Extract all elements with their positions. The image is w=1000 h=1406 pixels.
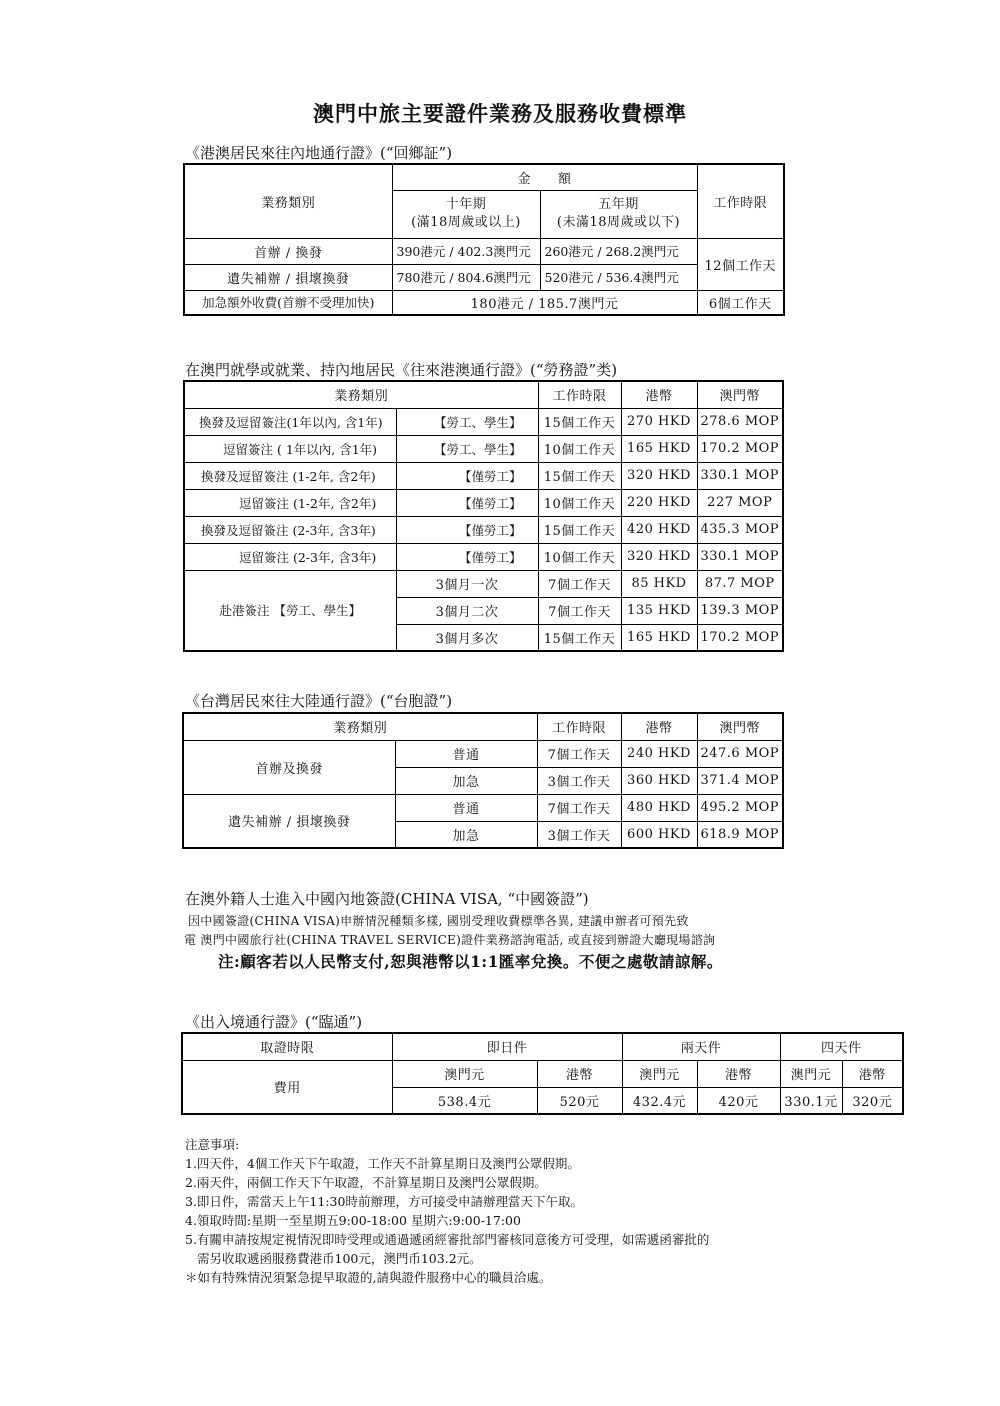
hk-sub: 3個月多次: [396, 624, 538, 651]
row-time: 3個工作天: [537, 767, 621, 794]
exit-entry-permit-table: [181, 1032, 904, 1115]
section4-heading: 在澳外籍人士進入中國內地簽證(CHINA VISA, “中國簽證”): [185, 890, 589, 908]
row-hkd: 165 HKD: [621, 435, 697, 462]
header-amount: 金 額: [392, 164, 697, 190]
row-mop: 618.9 MOP: [697, 821, 783, 848]
row-mop: 495.2 MOP: [697, 794, 783, 821]
hk-mop: 87.7 MOP: [697, 570, 783, 597]
same-hkd-value: 520元: [537, 1087, 622, 1114]
header-10-year: 十年期 (滿18周歲或以上): [392, 190, 540, 238]
row-type: 逗留簽注 ( 1年以內, 含1年): [184, 435, 396, 462]
visa-info-line1: 因中國簽證(CHINA VISA)申辦情況種類多樣, 國別受理收費標準各異, 建議申辦者可預先致: [188, 914, 689, 928]
group-type: 首辦及換發: [183, 740, 395, 794]
row-hkd: 480 HKD: [621, 794, 697, 821]
row-sub: 加急: [395, 767, 537, 794]
header-time: 工作時限: [538, 381, 621, 408]
work-time: 12個工作天: [697, 238, 784, 290]
row-hkd: 240 HKD: [621, 740, 697, 767]
header-time: 工作時限: [537, 713, 621, 740]
row-tag: 【僅勞工】: [396, 489, 538, 516]
note-item: ＊如有特殊情況須緊急提早取證的,請與證件服務中心的職員洽處。: [185, 1270, 552, 1285]
four-mop-value: 330.1元: [780, 1087, 842, 1114]
header-time: 工作時限: [697, 164, 784, 238]
notes-heading: 注意事項:: [185, 1137, 240, 1152]
visa-info-line2: 電 澳門中國旅行社(CHINA TRAVEL SERVICE)證件業務諮詢電話, 或直接到辦證大廳現場諮詢: [184, 933, 716, 947]
header-mop: 澳門幣: [697, 381, 783, 408]
row-sub: 加急: [395, 821, 537, 848]
section1-heading: 《港澳居民來往內地通行證》(“回鄉証”): [185, 144, 453, 162]
same-hkd-label: 港幣: [537, 1060, 622, 1087]
row-hkd: 270 HKD: [621, 408, 697, 435]
row-time: 10個工作天: [538, 435, 621, 462]
hk-mop: 139.3 MOP: [697, 597, 783, 624]
hk-sub: 3個月一次: [396, 570, 538, 597]
fee-5-year: 520港元 / 536.4澳門元: [540, 264, 697, 290]
row-type: 首辦 / 換發: [184, 238, 392, 264]
hk-mop: 170.2 MOP: [697, 624, 783, 651]
note-item: 5.有關申請按規定視情況即時受理或通過遞函經審批部門審核同意後方可受理，如需遞函審批的: [185, 1232, 710, 1247]
header-period: 取證時限: [182, 1033, 392, 1060]
hk-endorsement-type: 赴港簽注 【勞工、學生】: [184, 570, 396, 651]
note-item: 3.即日件，需當天上午11:30時前辦理，方可接受申請辦理當天下午取。: [185, 1194, 583, 1209]
row-mop: 371.4 MOP: [697, 767, 783, 794]
same-mop-value: 538.4元: [392, 1087, 537, 1114]
row-tag: 【僅勞工】: [396, 462, 538, 489]
row-tag: 【僅勞工】: [396, 516, 538, 543]
row-type: 換發及逗留簽注 (1-2年, 含2年): [184, 462, 396, 489]
urgent-type: 加急額外收費(首辦不受理加快): [184, 290, 392, 315]
rmb-payment-note: 注:顧客若以人民幣支付,恕與港幣以1:1匯率兌換。不便之處敬請諒解。: [218, 952, 723, 971]
header-5-year: 五年期 (未滿18周歲或以下): [540, 190, 697, 238]
row-mop: 435.3 MOP: [697, 516, 783, 543]
row-tag: 【勞工、學生】: [396, 435, 538, 462]
row-tag: 【勞工、學生】: [396, 408, 538, 435]
header-mop: 澳門幣: [697, 713, 783, 740]
four-mop-label: 澳門元: [780, 1060, 842, 1087]
row-hkd: 320 HKD: [621, 462, 697, 489]
row-type: 換發及逗留簽注 (2-3年, 含3年): [184, 516, 396, 543]
urgent-time: 6個工作天: [697, 290, 784, 315]
header-type: 業務類別: [183, 713, 537, 740]
hk-hkd: 165 HKD: [621, 624, 697, 651]
two-hkd-value: 420元: [697, 1087, 780, 1114]
row-time: 15個工作天: [538, 516, 621, 543]
header-fee: 費用: [182, 1060, 392, 1114]
note-item: 2.兩天件，兩個工作天下午取證，不計算星期日及澳門公眾假期。: [185, 1175, 547, 1190]
row-time: 7個工作天: [537, 740, 621, 767]
urgent-fee: 180港元 / 185.7澳門元: [392, 290, 697, 315]
section5-heading: 《出入境通行證》(“臨通”): [185, 1013, 363, 1031]
row-mop: 278.6 MOP: [697, 408, 783, 435]
hk-sub: 3個月二次: [396, 597, 538, 624]
home-return-permit-table: [183, 163, 785, 316]
section3-heading: 《台灣居民來往大陸通行證》(“台胞證”): [185, 692, 453, 710]
hk-time: 15個工作天: [538, 624, 621, 651]
row-mop: 170.2 MOP: [697, 435, 783, 462]
two-mop-value: 432.4元: [622, 1087, 697, 1114]
row-type: 逗留簽注 (2-3年, 含3年): [184, 543, 396, 570]
header-two-day: 兩天件: [622, 1033, 780, 1060]
notes-section: [185, 1135, 709, 1287]
fee-5-year: 260港元 / 268.2澳門元: [540, 238, 697, 264]
row-hkd: 360 HKD: [621, 767, 697, 794]
row-time: 7個工作天: [537, 794, 621, 821]
row-mop: 247.6 MOP: [697, 740, 783, 767]
row-hkd: 220 HKD: [621, 489, 697, 516]
section2-heading: 在澳門就學或就業、持內地居民《往來港澳通行證》(“勞務證”类): [185, 361, 618, 379]
row-type: 換發及逗留簽注(1年以內, 含1年): [184, 408, 396, 435]
two-hkd-label: 港幣: [697, 1060, 780, 1087]
row-type: 遺失補辦 / 損壞換發: [184, 264, 392, 290]
row-mop: 330.1 MOP: [697, 543, 783, 570]
row-type: 逗留簽注 (1-2年, 含2年): [184, 489, 396, 516]
row-sub: 普通: [395, 794, 537, 821]
four-hkd-label: 港幣: [842, 1060, 903, 1087]
row-hkd: 320 HKD: [621, 543, 697, 570]
fee-10-year: 390港元 / 402.3澳門元: [392, 238, 540, 264]
header-four-day: 四天件: [780, 1033, 903, 1060]
header-type: 業務類別: [184, 164, 392, 238]
fee-10-year: 780港元 / 804.6澳門元: [392, 264, 540, 290]
hk-hkd: 85 HKD: [621, 570, 697, 597]
row-tag: 【僅勞工】: [396, 543, 538, 570]
two-mop-label: 澳門元: [622, 1060, 697, 1087]
row-time: 10個工作天: [538, 543, 621, 570]
row-mop: 227 MOP: [697, 489, 783, 516]
header-same-day: 即日件: [392, 1033, 622, 1060]
hk-time: 7個工作天: [538, 597, 621, 624]
header-type: 業務類別: [184, 381, 538, 408]
note-item: 1.四天件，4個工作天下午取證，工作天不計算星期日及澳門公眾假期。: [185, 1156, 580, 1171]
note-item: 4.領取時間:星期一至星期五9:00-18:00 星期六:9:00-17:00: [185, 1213, 521, 1228]
taiwan-permit-table: [182, 712, 784, 849]
row-sub: 普通: [395, 740, 537, 767]
four-hkd-value: 320元: [842, 1087, 903, 1114]
row-hkd: 600 HKD: [621, 821, 697, 848]
row-mop: 330.1 MOP: [697, 462, 783, 489]
page-title: 澳門中旅主要證件業務及服務收費標準: [313, 102, 687, 126]
row-time: 15個工作天: [538, 462, 621, 489]
labour-permit-table: [183, 380, 784, 652]
same-mop-label: 澳門元: [392, 1060, 537, 1087]
row-time: 10個工作天: [538, 489, 621, 516]
header-hkd: 港幣: [621, 381, 697, 408]
group-type: 遺失補辦 / 損壞換發: [183, 794, 395, 848]
hk-time: 7個工作天: [538, 570, 621, 597]
header-hkd: 港幣: [621, 713, 697, 740]
row-time: 3個工作天: [537, 821, 621, 848]
row-hkd: 420 HKD: [621, 516, 697, 543]
hk-hkd: 135 HKD: [621, 597, 697, 624]
note-item: 需另收取遞函服務費港币100元，澳門币103.2元。: [197, 1251, 482, 1266]
row-time: 15個工作天: [538, 408, 621, 435]
